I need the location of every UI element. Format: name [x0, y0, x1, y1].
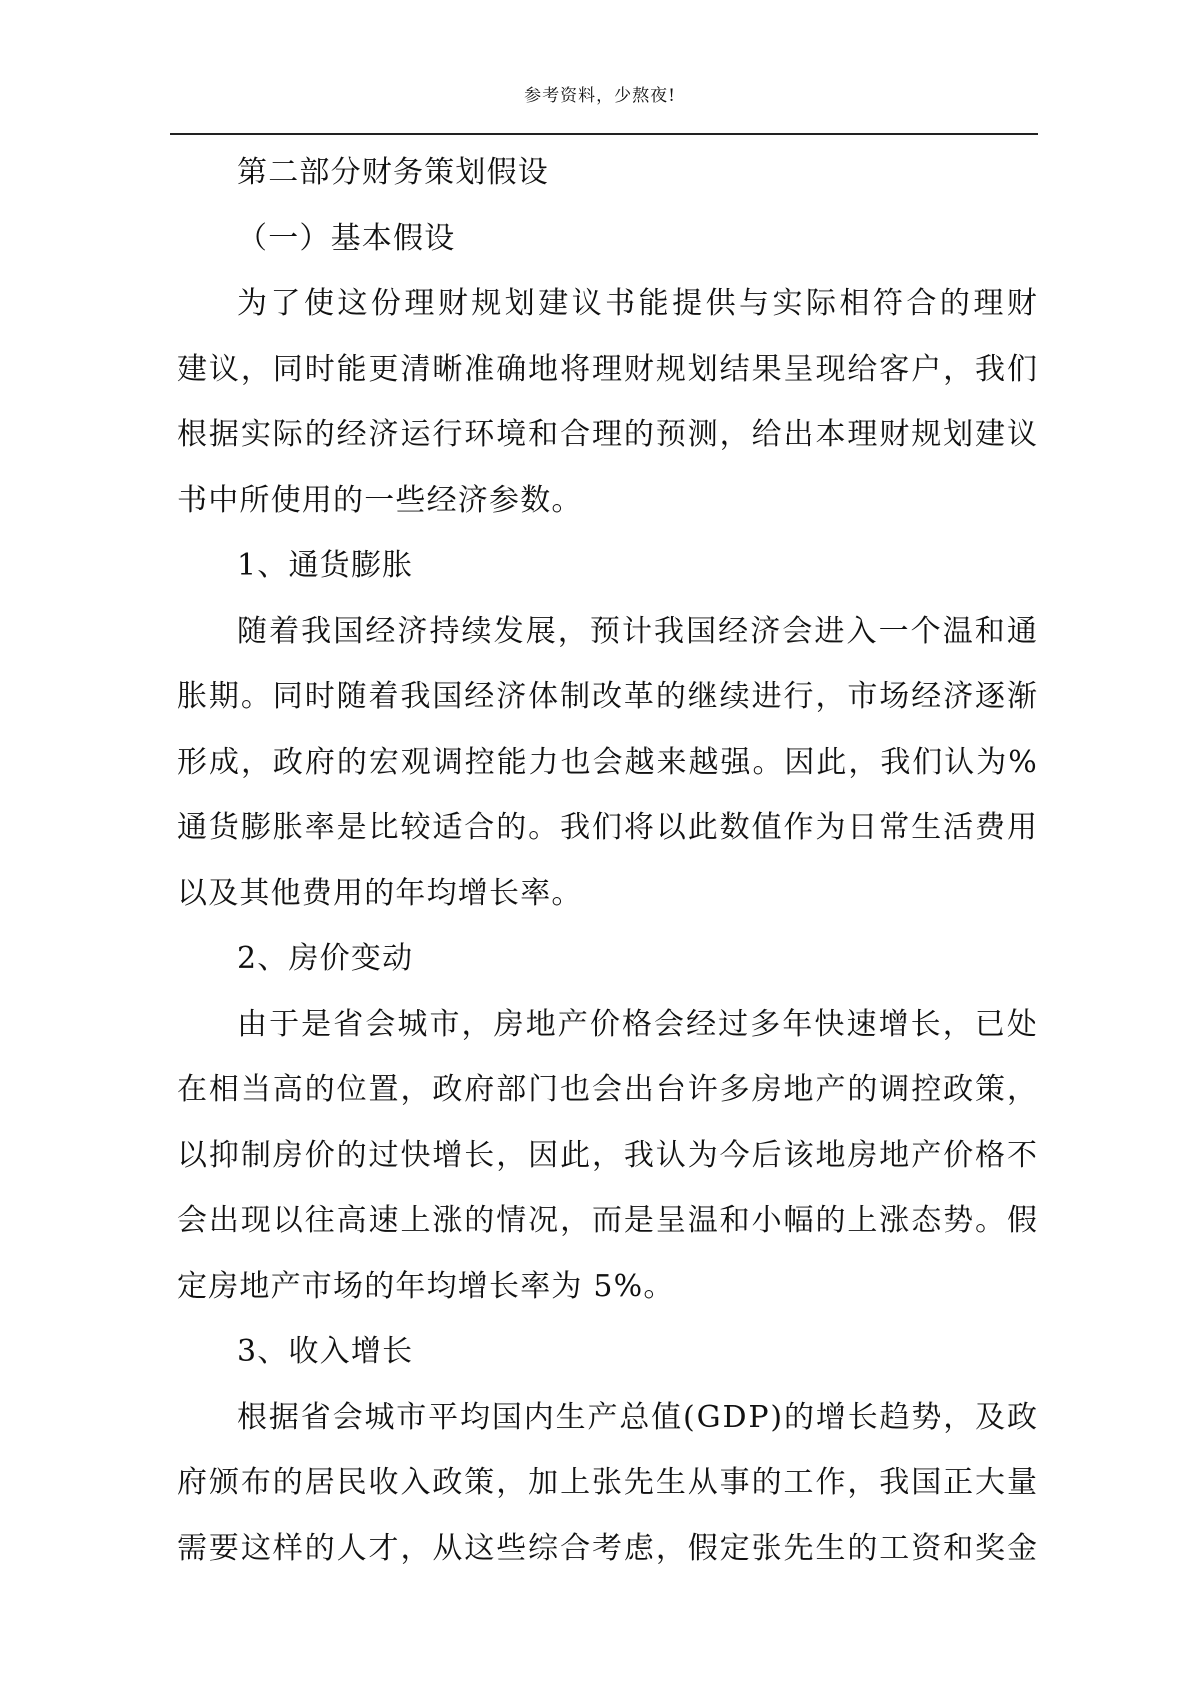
- paragraph-line: 由 于 是 省 会 城 市 ， 房 地 产 价 格 会 经 过 多 年 快 速 增 长 ， 已 处: [237, 1006, 1037, 1042]
- heading-inflation: 1、通货膨胀: [237, 548, 414, 583]
- paragraph-line: 以 抑 制 房 价 的 过 快 增 长 ， 因 此 ， 我 认 为 今 后 该 地 房 地 产 价 格 不: [177, 1137, 1037, 1173]
- paragraph-line: 随 着 我 国 经 济 持 续 发 展 ， 预 计 我 国 经 济 会 进 入 一 个 温 和 通: [237, 613, 1037, 649]
- page-header-note: 参考资料，少熬夜!: [524, 86, 676, 106]
- paragraph-line: 根 据 实 际 的 经 济 运 行 环 境 和 合 理 的 预 测 ， 给 出 本 理 财 规 划 建 议: [177, 417, 1037, 452]
- housing-paragraph: [177, 992, 1037, 1320]
- paragraph-line: 府 颁 布 的 居 民 收 入 政 策 ， 加 上 张 先 生 从 事 的 工 作 ， 我 国 正 大 量: [177, 1465, 1037, 1500]
- section-title: 第二部分财务策划假设: [237, 155, 549, 190]
- subsection-title: （一）基本假设: [237, 220, 456, 256]
- heading-housing-price: 2、房价变动: [237, 941, 414, 976]
- income-paragraph: [177, 1385, 1037, 1582]
- paragraph-line: 定房地产市场的年均增长率为 5%。: [177, 1268, 675, 1304]
- intro-paragraph: [177, 271, 1037, 533]
- paragraph-line: 形 成 ， 政 府 的 宏 观 调 控 能 力 也 会 越 来 越 强 。 因 此 ， 我 们 认 为 %: [177, 744, 1037, 780]
- paragraph-line: 会 出 现 以 往 高 速 上 涨 的 情 况 ， 而 是 呈 温 和 小 幅 的 上 涨 态 势 。 假: [177, 1203, 1037, 1238]
- inflation-paragraph: [177, 599, 1037, 927]
- paragraph-line: 通 货 膨 胀 率 是 比 较 适 合 的 。 我 们 将 以 此 数 值 作 为 日 常 生 活 费 用: [177, 810, 1037, 845]
- paragraph-line: 为 了 使 这 份 理 财 规 划 建 议 书 能 提 供 与 实 际 相 符 合 的 理 财: [237, 286, 1037, 321]
- paragraph-line: 建 议 ， 同 时 能 更 清 晰 准 确 地 将 理 财 规 划 结 果 呈 现 给 客 户 ， 我 们: [177, 351, 1037, 387]
- paragraph-line: 需 要 这 样 的 人 才 ， 从 这 些 综 合 考 虑 ， 假 定 张 先 生 的 工 资 和 奖 金: [177, 1530, 1037, 1566]
- paragraph-line: 根 据 省 会 城 市 平 均 国 内 生 产 总 值 ( G D P ) 的 增 长 趋 势 ， 及 政: [237, 1399, 1037, 1435]
- paragraph-line: 胀 期 。 同 时 随 着 我 国 经 济 体 制 改 革 的 继 续 进 行 ， 市 场 经 济 逐 渐: [177, 679, 1037, 714]
- header-divider: [170, 133, 1038, 135]
- paragraph-line: 书中所使用的一些经济参数。: [177, 482, 583, 518]
- heading-income-growth: 3、收入增长: [237, 1334, 414, 1369]
- document-body: [177, 140, 1037, 1581]
- paragraph-line: 以及其他费用的年均增长率。: [177, 875, 583, 911]
- paragraph-line: 在 相 当 高 的 位 置 ， 政 府 部 门 也 会 出 台 许 多 房 地 产 的 调 控 政 策 ，: [177, 1072, 1037, 1107]
